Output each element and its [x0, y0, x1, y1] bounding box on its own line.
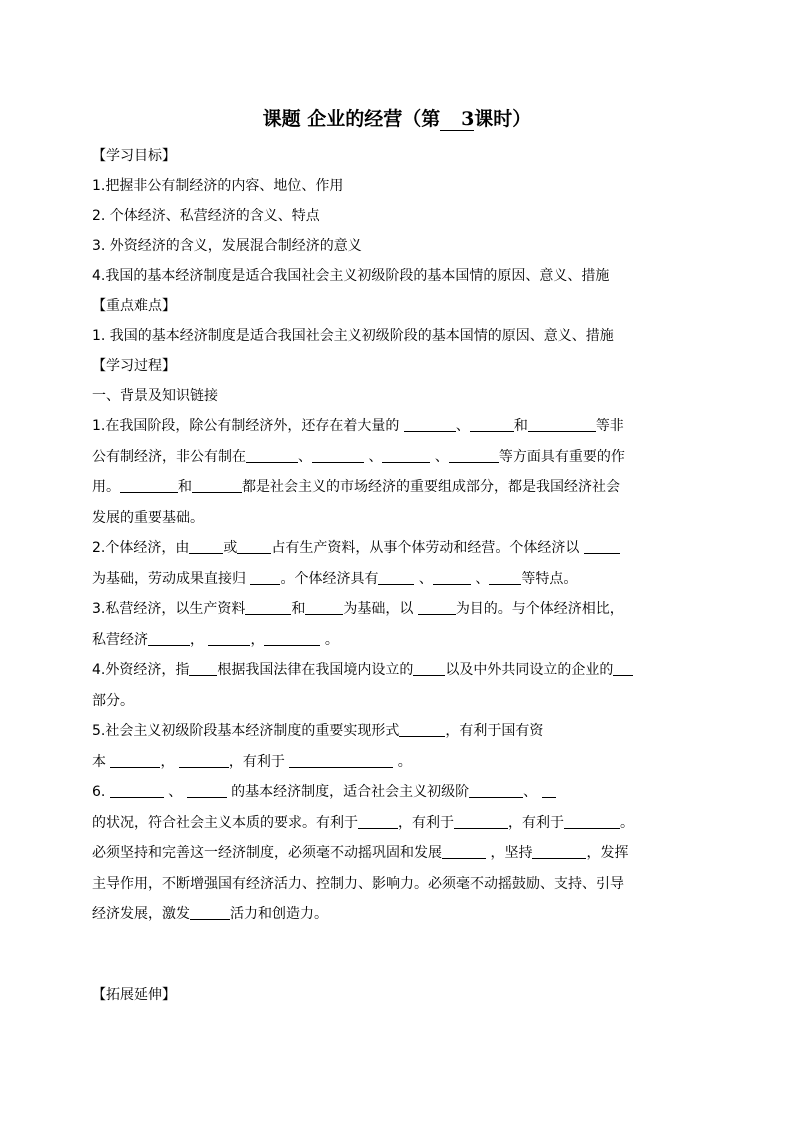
worksheet-body	[92, 141, 702, 1010]
objective-item: 2. 个体经济、私营经济的含义、特点	[92, 208, 320, 224]
section-extension: 【拓展延伸】	[92, 986, 176, 1003]
objective-item: 3. 外资经济的含义，发展混合制经济的意义	[92, 238, 362, 254]
blank[interactable]	[120, 478, 178, 493]
keypoint-item: 1. 我国的基本经济制度是适合我国社会主义初级阶段的基本国情的原因、意义、措施	[92, 328, 614, 344]
subheading: 一、背景及知识链接	[92, 388, 218, 404]
blank[interactable]	[469, 783, 523, 798]
blank[interactable]	[208, 631, 250, 646]
section-keypoints: 【重点难点】	[92, 298, 176, 314]
blank[interactable]	[382, 448, 430, 463]
blank[interactable]	[237, 539, 271, 554]
question-5: 5.社会主义初级阶段基本经济制度的重要实现形式 ，有利于国有资 本 ， ，有利于 。	[92, 723, 544, 770]
blank[interactable]	[584, 539, 620, 554]
question-4: 4.外资经济，指 根据我国法律在我国境内设立的 以及中外共同设立的企业的 部分。	[92, 655, 702, 716]
blank[interactable]	[187, 783, 227, 798]
question-2: 2.个体经济，由 或 占有生产资料，从事个体劳动和经营。个体经济以 为基础，劳动成果直接归 。个体经济具有 、 、 等特点。	[92, 533, 702, 594]
blank[interactable]	[399, 722, 445, 737]
blank[interactable]	[442, 844, 486, 859]
objective-item: 4.我国的基本经济制度是适合我国社会主义初级阶段的基本国情的原因、意义、措施	[92, 268, 610, 284]
blank[interactable]	[489, 570, 521, 585]
blank[interactable]	[305, 600, 343, 615]
blank[interactable]	[404, 417, 456, 432]
blank[interactable]	[190, 905, 230, 920]
blank[interactable]	[542, 783, 556, 798]
section-process: 【学习过程】	[92, 358, 176, 374]
blank[interactable]	[413, 661, 445, 676]
lesson-number: 3	[440, 108, 474, 131]
title-suffix: 课时）	[474, 108, 532, 130]
page-title	[0, 104, 794, 131]
blank[interactable]	[179, 753, 229, 768]
question-3: 3.私营经济，以生产资料 和 为基础，以 为目的。与个体经济相比， 私营经济 ， ， 。	[92, 601, 624, 648]
blank[interactable]	[189, 539, 223, 554]
blank[interactable]	[245, 600, 291, 615]
blank[interactable]	[532, 844, 586, 859]
blank[interactable]	[250, 570, 280, 585]
blank[interactable]	[613, 661, 633, 676]
blank[interactable]	[192, 478, 242, 493]
blank[interactable]	[264, 631, 320, 646]
question-1: 1.在我国阶段，除公有制经济外，还存在着大量的 、 和 等非 公有制经济，非公有制在 、 、 、 等方面具有重要的作 用。 和 都是社会主义的市场经济的重要组成部分，都是我国经济社会 发展的重要基础。	[92, 418, 625, 526]
section-objectives: 【学习目标】	[92, 148, 176, 164]
blank[interactable]	[246, 448, 298, 463]
blank[interactable]	[418, 600, 456, 615]
question-6: 6. 、 的基本经济制度，适合社会主义初级阶 、 的状况，符合社会主义本质的要求。有利于 ，有利于 ，有利于 。 必须坚持和完善这一经济制度，必须毫不动摇巩固和发展 ，坚持 ，发挥 主导作用，不断增强国有经济活力、控制力、影响力。必须毫不动摇鼓励、支持、引导 经济发展，激发 活力和创造力。	[92, 784, 634, 922]
blank[interactable]	[454, 814, 508, 829]
blank[interactable]	[433, 570, 471, 585]
blank[interactable]	[378, 570, 414, 585]
blank[interactable]	[564, 814, 620, 829]
objective-item: 1.把握非公有制经济的内容、地位、作用	[92, 178, 344, 194]
blank[interactable]	[312, 448, 364, 463]
blank[interactable]	[148, 631, 190, 646]
blank[interactable]	[110, 783, 164, 798]
blank[interactable]	[449, 448, 499, 463]
blank[interactable]	[110, 753, 160, 768]
blank[interactable]	[289, 753, 393, 768]
blank[interactable]	[470, 417, 514, 432]
title-prefix: 课题 企业的经营（第	[262, 108, 441, 130]
blank[interactable]	[358, 814, 398, 829]
blank[interactable]	[189, 661, 217, 676]
blank[interactable]	[528, 417, 596, 432]
